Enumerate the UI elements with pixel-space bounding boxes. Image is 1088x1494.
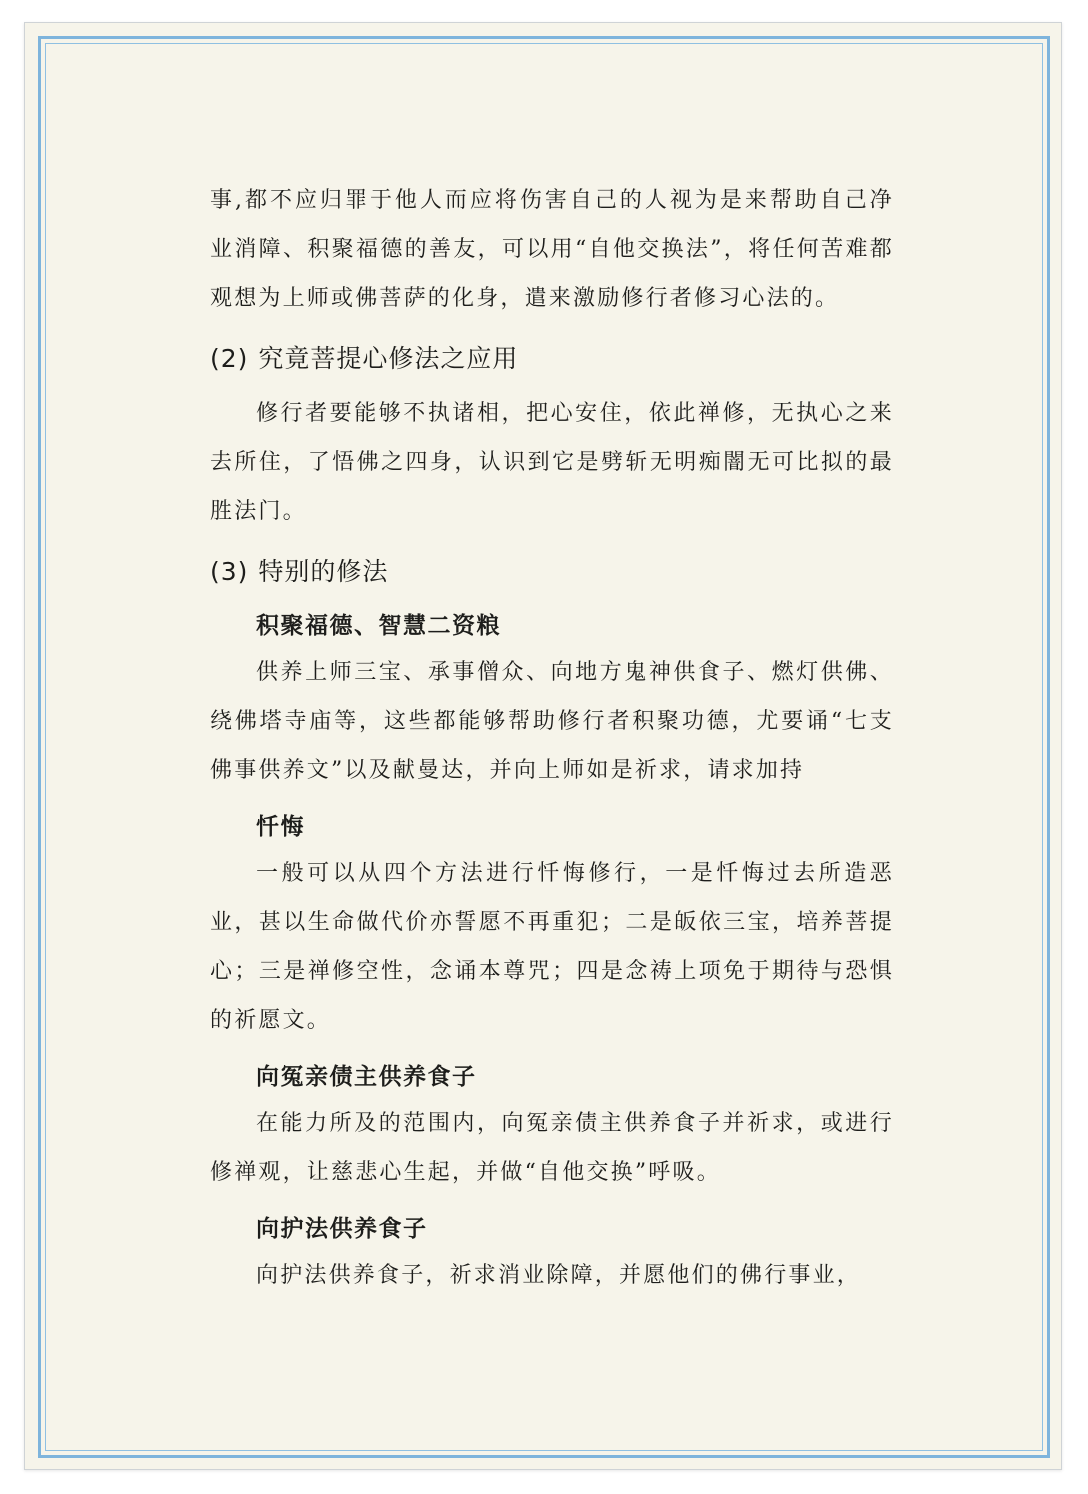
paragraph-offering-creditors: 在能力所及的范围内，向冤亲债主供养食子并祈求，或进行修禅观，让慈悲心生起，并做“自他交换”呼吸。 xyxy=(210,1111,894,1185)
paragraph-accumulation: 供养上师三宝、承事僧众、向地方鬼神供食子、燃灯供佛、绕佛塔寺庙等，这些都能够帮助修行者积聚功德，尤要诵“七支佛事供养文”以及献曼达，并向上师如是祈求，请求加持 xyxy=(210,660,894,783)
section-heading-2 xyxy=(210,337,894,381)
subheading-repentance: 忏悔 xyxy=(256,813,305,840)
subheading-offering-creditors: 向冤亲债主供养食子 xyxy=(256,1063,477,1090)
paragraph-ultimate-bodhicitta: 修行者要能够不执诸相，把心安住，依此禅修，无执心之来去所住，了悟佛之四身，认识到它是劈斩无明痴闇无可比拟的最胜法门。 xyxy=(210,401,894,524)
section-title: 究竟菩提心修法之应用 xyxy=(258,344,519,373)
section-number: (2) xyxy=(210,344,249,373)
page-content xyxy=(210,176,894,1300)
paragraph-continuation: 事,都不应归罪于他人而应将伤害自己的人视为是来帮助自己净业消障、积聚福德的善友，可以用“自他交换法”，将任何苦难都观想为上师或佛菩萨的化身，遣来激励修行者修习心法的。 xyxy=(210,188,894,311)
section-number: (3) xyxy=(210,557,249,586)
paragraph-repentance: 一般可以从四个方法进行忏悔修行，一是忏悔过去所造恶业，甚以生命做代价亦誓愿不再重犯；二是皈依三宝，培养菩提心；三是禅修空性，念诵本尊咒；四是念祷上项免于期待与恐惧的祈愿文。 xyxy=(210,861,894,1033)
subheading-offering-protectors: 向护法供养食子 xyxy=(256,1215,428,1242)
section-heading-3 xyxy=(210,550,894,594)
paragraph-offering-protectors: 向护法供养食子，祈求消业除障，并愿他们的佛行事业， xyxy=(256,1263,862,1288)
section-title: 特别的修法 xyxy=(258,557,389,586)
subheading-accumulation: 积聚福德、智慧二资粮 xyxy=(256,612,501,639)
